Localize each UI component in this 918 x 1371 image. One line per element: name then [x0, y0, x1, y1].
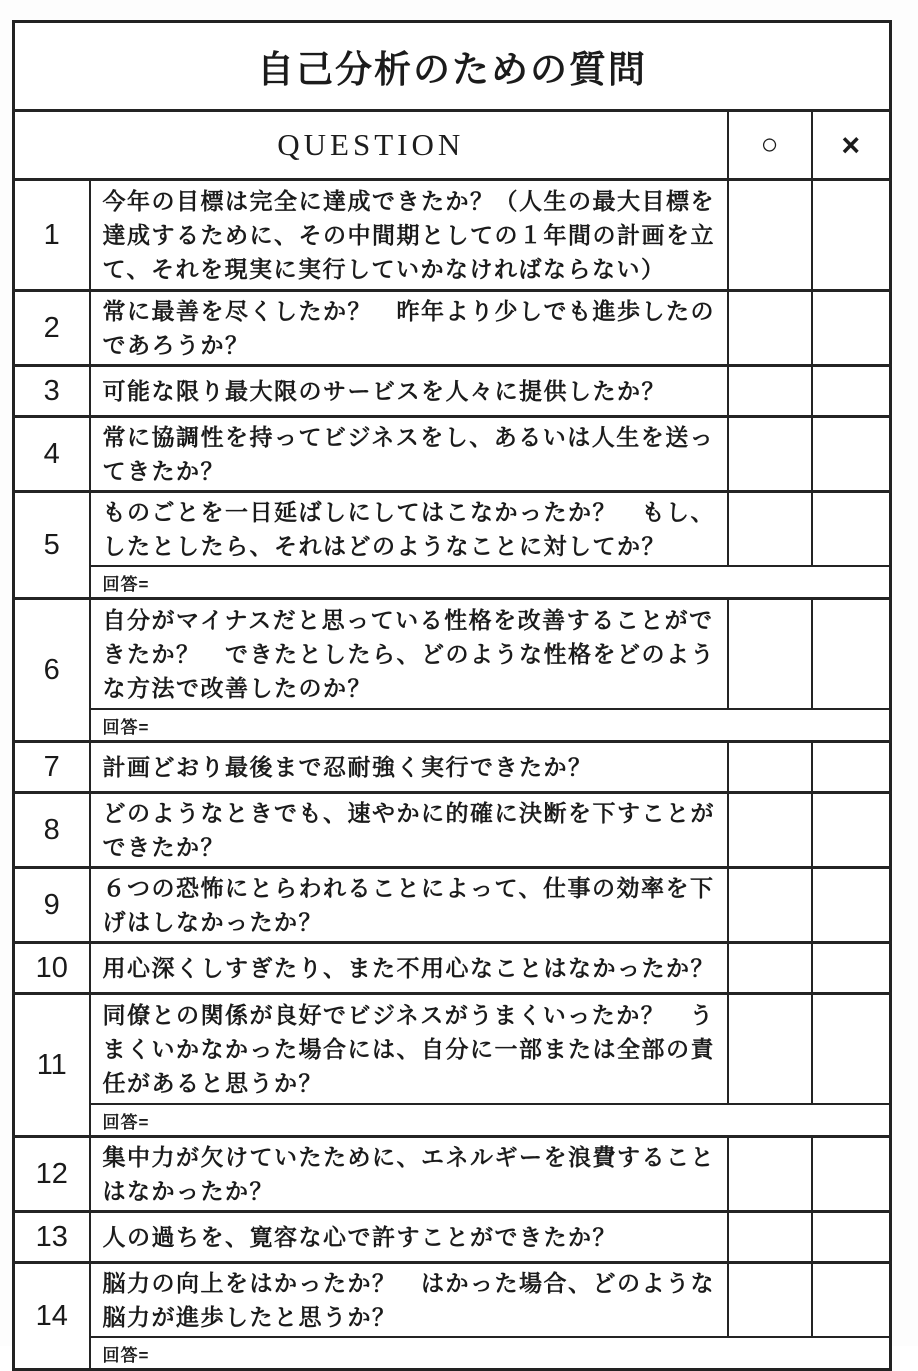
question-row	[14, 1137, 891, 1212]
row-number: 10	[14, 943, 90, 994]
question-row	[14, 742, 891, 793]
question-text: 今年の目標は完全に達成できたか？（人生の最大目標を達成するために、その中間期としての１年間の計画を立て、それを現実に実行していかなければならない）	[90, 180, 728, 291]
row-number: 5	[14, 492, 90, 599]
circle-cell	[728, 291, 812, 366]
cross-cell	[812, 943, 891, 994]
row-number: 1	[14, 180, 90, 291]
question-text: 常に最善を尽くしたか？ 昨年より少しでも進歩したのであろうか？	[90, 291, 728, 366]
cross-cell	[812, 793, 891, 868]
answer-row	[14, 709, 891, 742]
question-row	[14, 180, 891, 291]
question-row	[14, 366, 891, 417]
cross-cell	[812, 742, 891, 793]
cross-cell	[812, 1137, 891, 1212]
question-text: ものごとを一日延ばしにしてはこなかったか？ もし、したとしたら、それはどのようなことに対してか？	[90, 492, 728, 567]
question-row	[14, 793, 891, 868]
cross-cell	[812, 868, 891, 943]
question-text: 脳力の向上をはかったか？ はかった場合、どのような脳力が進歩したと思うか？	[90, 1263, 728, 1338]
cross-column-header	[812, 111, 891, 180]
cross-cell	[812, 180, 891, 291]
question-text: 同僚との関係が良好でビジネスがうまくいったか？ うまくいかなかった場合には、自分に一部または全部の責任があると思うか？	[90, 994, 728, 1105]
question-text: 自分がマイナスだと思っている性格を改善することができたか？ できたとしたら、どのような性格をどのような方法で改善したのか？	[90, 599, 728, 710]
circle-cell	[728, 742, 812, 793]
header-row	[14, 111, 891, 180]
title-row	[14, 22, 891, 111]
question-text: 計画どおり最後まで忍耐強く実行できたか？	[90, 742, 728, 793]
circle-cell	[728, 868, 812, 943]
answer-label: 回答=	[90, 709, 891, 742]
circle-cell	[728, 366, 812, 417]
cross-icon: ×	[841, 126, 861, 163]
cross-cell	[812, 599, 891, 710]
self-analysis-table	[12, 20, 892, 1371]
row-number: 4	[14, 417, 90, 492]
question-row	[14, 943, 891, 994]
cross-cell	[812, 492, 891, 567]
question-row	[14, 417, 891, 492]
question-text: 用心深くしすぎたり、また不用心なことはなかったか？	[90, 943, 728, 994]
circle-cell	[728, 599, 812, 710]
answer-row	[14, 1104, 891, 1137]
row-number: 2	[14, 291, 90, 366]
row-number: 13	[14, 1212, 90, 1263]
question-text: 常に協調性を持ってビジネスをし、あるいは人生を送ってきたか？	[90, 417, 728, 492]
circle-icon: ○	[760, 128, 779, 161]
cross-cell	[812, 1212, 891, 1263]
circle-cell	[728, 943, 812, 994]
question-row	[14, 1263, 891, 1338]
circle-cell	[728, 1137, 812, 1212]
question-column-header: QUESTION	[14, 111, 728, 180]
row-number: 8	[14, 793, 90, 868]
row-number: 7	[14, 742, 90, 793]
question-row	[14, 492, 891, 567]
circle-cell	[728, 1263, 812, 1338]
answer-row	[14, 566, 891, 599]
question-row	[14, 291, 891, 366]
question-text: 可能な限り最大限のサービスを人々に提供したか？	[90, 366, 728, 417]
row-number: 14	[14, 1263, 90, 1370]
cross-cell	[812, 366, 891, 417]
page-title: 自己分析のための質問	[14, 22, 891, 111]
circle-cell	[728, 1212, 812, 1263]
question-row	[14, 994, 891, 1105]
cross-cell	[812, 1263, 891, 1338]
answer-label: 回答=	[90, 1337, 891, 1370]
circle-cell	[728, 492, 812, 567]
answer-label: 回答=	[90, 566, 891, 599]
row-number: 12	[14, 1137, 90, 1212]
cross-cell	[812, 417, 891, 492]
circle-cell	[728, 417, 812, 492]
question-text: ６つの恐怖にとらわれることによって、仕事の効率を下げはしなかったか？	[90, 868, 728, 943]
circle-column-header	[728, 111, 812, 180]
answer-label: 回答=	[90, 1104, 891, 1137]
row-number: 11	[14, 994, 90, 1137]
row-number: 3	[14, 366, 90, 417]
question-text: 集中力が欠けていたために、エネルギーを浪費することはなかったか？	[90, 1137, 728, 1212]
row-number: 9	[14, 868, 90, 943]
circle-cell	[728, 793, 812, 868]
question-row	[14, 868, 891, 943]
question-row	[14, 1212, 891, 1263]
question-row	[14, 599, 891, 710]
cross-cell	[812, 291, 891, 366]
question-text: どのようなときでも、速やかに的確に決断を下すことができたか？	[90, 793, 728, 868]
question-text: 人の過ちを、寛容な心で許すことができたか？	[90, 1212, 728, 1263]
circle-cell	[728, 180, 812, 291]
circle-cell	[728, 994, 812, 1105]
answer-row	[14, 1337, 891, 1370]
row-number: 6	[14, 599, 90, 742]
cross-cell	[812, 994, 891, 1105]
